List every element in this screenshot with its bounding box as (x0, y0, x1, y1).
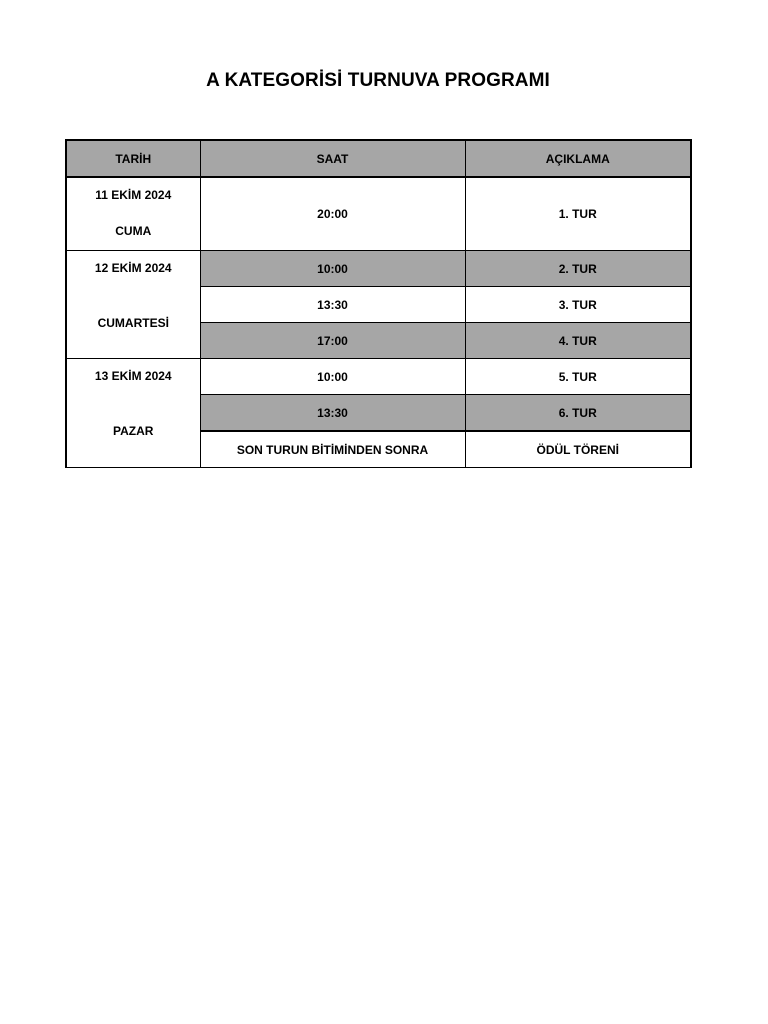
header-time: SAAT (200, 140, 465, 177)
date-label: 12 EKİM 2024 (94, 261, 172, 275)
description-cell: 6. TUR (465, 395, 691, 432)
date-cell (66, 177, 200, 251)
table-header-row (66, 140, 691, 177)
description-cell: 1. TUR (465, 177, 691, 251)
time-cell: 10:00 (200, 251, 465, 287)
time-cell: 17:00 (200, 323, 465, 359)
page-title: A KATEGORİSİ TURNUVA PROGRAMI (206, 70, 550, 91)
date-label: 11 EKİM 2024 (95, 188, 172, 202)
time-cell: 13:30 (200, 395, 465, 432)
date-label: 13 EKİM 2024 (94, 369, 172, 383)
time-cell: 20:00 (200, 177, 465, 251)
weekday-label: CUMARTESİ (97, 316, 169, 330)
weekday-label: CUMA (115, 224, 152, 238)
table-row (66, 359, 691, 395)
header-date: TARİH (66, 140, 200, 177)
description-cell: 5. TUR (465, 359, 691, 395)
description-cell: 2. TUR (465, 251, 691, 287)
description-cell: 3. TUR (465, 287, 691, 323)
time-cell: SON TURUN BİTİMİNDEN SONRA (200, 431, 465, 468)
date-cell (66, 359, 200, 468)
description-cell: 4. TUR (465, 323, 691, 359)
date-cell (66, 251, 200, 359)
weekday-label: PAZAR (113, 424, 154, 438)
header-description: AÇIKLAMA (465, 140, 691, 177)
table-row (66, 177, 691, 251)
time-cell: 10:00 (200, 359, 465, 395)
description-cell: ÖDÜL TÖRENİ (465, 431, 691, 468)
table-row (66, 251, 691, 287)
schedule-table (65, 139, 692, 468)
time-cell: 13:30 (200, 287, 465, 323)
